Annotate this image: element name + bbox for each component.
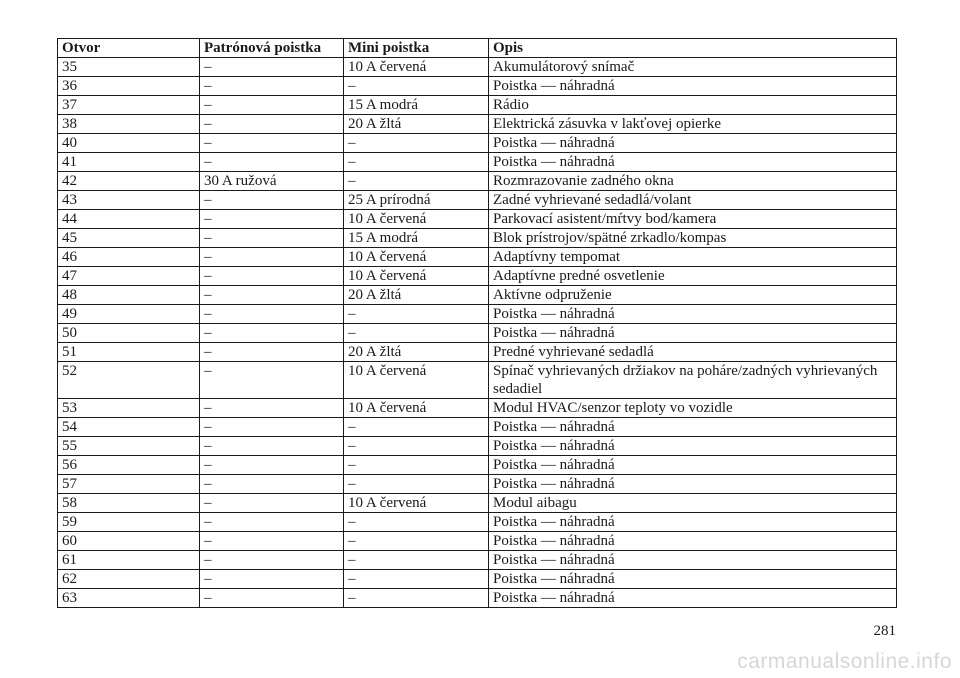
table-row <box>58 418 897 437</box>
header-patronova-poistka: Patrónová poistka <box>200 39 344 58</box>
table-row <box>58 532 897 551</box>
table-row <box>58 475 897 494</box>
cell-patronova-poistka: – <box>200 210 344 229</box>
cell-opis: Poistka — náhradná <box>489 456 897 475</box>
cell-patronova-poistka: – <box>200 418 344 437</box>
table-row <box>58 494 897 513</box>
cell-mini-poistka: – <box>344 153 489 172</box>
cell-patronova-poistka: – <box>200 58 344 77</box>
cell-otvor: 49 <box>58 305 200 324</box>
cell-otvor: 56 <box>58 456 200 475</box>
cell-otvor: 46 <box>58 248 200 267</box>
cell-otvor: 47 <box>58 267 200 286</box>
cell-mini-poistka: – <box>344 513 489 532</box>
cell-opis: Poistka — náhradná <box>489 153 897 172</box>
cell-otvor: 38 <box>58 115 200 134</box>
header-mini-poistka: Mini poistka <box>344 39 489 58</box>
cell-patronova-poistka: – <box>200 153 344 172</box>
table-row <box>58 248 897 267</box>
cell-otvor: 59 <box>58 513 200 532</box>
header-otvor: Otvor <box>58 39 200 58</box>
watermark: carmanualsonline.info <box>737 650 952 673</box>
cell-otvor: 60 <box>58 532 200 551</box>
cell-patronova-poistka: – <box>200 532 344 551</box>
cell-patronova-poistka: – <box>200 115 344 134</box>
cell-mini-poistka: 10 A červená <box>344 248 489 267</box>
header-opis: Opis <box>489 39 897 58</box>
cell-opis: Zadné vyhrievané sedadlá/volant <box>489 191 897 210</box>
cell-opis: Poistka — náhradná <box>489 324 897 343</box>
cell-patronova-poistka: – <box>200 96 344 115</box>
cell-mini-poistka: 20 A žltá <box>344 286 489 305</box>
cell-opis: Modul HVAC/senzor teploty vo vozidle <box>489 399 897 418</box>
table-row <box>58 191 897 210</box>
cell-otvor: 45 <box>58 229 200 248</box>
table-row <box>58 589 897 608</box>
cell-otvor: 35 <box>58 58 200 77</box>
cell-opis: Adaptívny tempomat <box>489 248 897 267</box>
table-row <box>58 134 897 153</box>
table-row <box>58 513 897 532</box>
table-row <box>58 115 897 134</box>
cell-opis: Aktívne odpruženie <box>489 286 897 305</box>
cell-mini-poistka: – <box>344 570 489 589</box>
table-row <box>58 570 897 589</box>
cell-otvor: 63 <box>58 589 200 608</box>
cell-opis: Blok prístrojov/spätné zrkadlo/kompas <box>489 229 897 248</box>
cell-opis: Predné vyhrievané sedadlá <box>489 343 897 362</box>
cell-mini-poistka: 15 A modrá <box>344 96 489 115</box>
table-row <box>58 229 897 248</box>
cell-patronova-poistka: – <box>200 286 344 305</box>
cell-opis: Poistka — náhradná <box>489 437 897 456</box>
cell-patronova-poistka: – <box>200 456 344 475</box>
cell-mini-poistka: – <box>344 437 489 456</box>
cell-opis: Spínač vyhrievaných držiakov na poháre/zadných vyhrievaných sedadiel <box>489 362 897 399</box>
cell-opis: Poistka — náhradná <box>489 134 897 153</box>
cell-opis: Poistka — náhradná <box>489 570 897 589</box>
cell-mini-poistka: 20 A žltá <box>344 115 489 134</box>
table-row <box>58 362 897 399</box>
cell-otvor: 50 <box>58 324 200 343</box>
table-row <box>58 437 897 456</box>
table-row <box>58 172 897 191</box>
cell-mini-poistka: 10 A červená <box>344 267 489 286</box>
table-row <box>58 210 897 229</box>
cell-patronova-poistka: – <box>200 305 344 324</box>
cell-opis: Modul aibagu <box>489 494 897 513</box>
cell-otvor: 36 <box>58 77 200 96</box>
cell-patronova-poistka: – <box>200 229 344 248</box>
cell-mini-poistka: – <box>344 77 489 96</box>
cell-mini-poistka: – <box>344 456 489 475</box>
cell-otvor: 55 <box>58 437 200 456</box>
table-row <box>58 267 897 286</box>
cell-opis: Adaptívne predné osvetlenie <box>489 267 897 286</box>
cell-otvor: 62 <box>58 570 200 589</box>
cell-mini-poistka: 10 A červená <box>344 494 489 513</box>
table-row <box>58 153 897 172</box>
cell-otvor: 51 <box>58 343 200 362</box>
cell-mini-poistka: – <box>344 475 489 494</box>
cell-opis: Elektrická zásuvka v lakťovej opierke <box>489 115 897 134</box>
cell-opis: Poistka — náhradná <box>489 551 897 570</box>
cell-otvor: 48 <box>58 286 200 305</box>
table-row <box>58 305 897 324</box>
cell-patronova-poistka: – <box>200 570 344 589</box>
cell-mini-poistka: – <box>344 589 489 608</box>
cell-opis: Poistka — náhradná <box>489 305 897 324</box>
table-row <box>58 456 897 475</box>
cell-mini-poistka: 20 A žltá <box>344 343 489 362</box>
cell-patronova-poistka: – <box>200 324 344 343</box>
cell-otvor: 61 <box>58 551 200 570</box>
table-body <box>58 58 897 608</box>
table-header-row <box>58 39 897 58</box>
cell-opis: Poistka — náhradná <box>489 418 897 437</box>
table-row <box>58 399 897 418</box>
table-row <box>58 286 897 305</box>
cell-patronova-poistka: – <box>200 399 344 418</box>
cell-opis: Poistka — náhradná <box>489 532 897 551</box>
cell-mini-poistka: 10 A červená <box>344 210 489 229</box>
cell-patronova-poistka: – <box>200 134 344 153</box>
cell-patronova-poistka: – <box>200 77 344 96</box>
cell-otvor: 58 <box>58 494 200 513</box>
cell-patronova-poistka: – <box>200 513 344 532</box>
cell-otvor: 43 <box>58 191 200 210</box>
cell-otvor: 53 <box>58 399 200 418</box>
cell-otvor: 41 <box>58 153 200 172</box>
cell-opis: Poistka — náhradná <box>489 589 897 608</box>
cell-otvor: 57 <box>58 475 200 494</box>
page-number: 281 <box>873 623 896 639</box>
table-row <box>58 551 897 570</box>
cell-mini-poistka: 10 A červená <box>344 399 489 418</box>
cell-patronova-poistka: – <box>200 589 344 608</box>
table-row <box>58 96 897 115</box>
cell-otvor: 52 <box>58 362 200 399</box>
cell-mini-poistka: 25 A prírodná <box>344 191 489 210</box>
table-row <box>58 77 897 96</box>
cell-patronova-poistka: – <box>200 191 344 210</box>
fuse-table <box>57 38 897 608</box>
cell-mini-poistka: – <box>344 324 489 343</box>
cell-patronova-poistka: – <box>200 475 344 494</box>
cell-opis: Rádio <box>489 96 897 115</box>
cell-mini-poistka: – <box>344 305 489 324</box>
cell-mini-poistka: – <box>344 418 489 437</box>
cell-patronova-poistka: – <box>200 362 344 399</box>
cell-otvor: 37 <box>58 96 200 115</box>
cell-patronova-poistka: – <box>200 248 344 267</box>
cell-mini-poistka: – <box>344 551 489 570</box>
cell-opis: Poistka — náhradná <box>489 513 897 532</box>
cell-opis: Parkovací asistent/mŕtvy bod/kamera <box>489 210 897 229</box>
cell-patronova-poistka: – <box>200 437 344 456</box>
table-row <box>58 324 897 343</box>
cell-patronova-poistka: – <box>200 343 344 362</box>
cell-patronova-poistka: 30 A ružová <box>200 172 344 191</box>
cell-otvor: 44 <box>58 210 200 229</box>
cell-otvor: 54 <box>58 418 200 437</box>
cell-mini-poistka: 10 A červená <box>344 362 489 399</box>
cell-mini-poistka: – <box>344 172 489 191</box>
cell-otvor: 40 <box>58 134 200 153</box>
cell-opis: Rozmrazovanie zadného okna <box>489 172 897 191</box>
cell-mini-poistka: – <box>344 532 489 551</box>
cell-patronova-poistka: – <box>200 494 344 513</box>
cell-mini-poistka: 15 A modrá <box>344 229 489 248</box>
cell-mini-poistka: – <box>344 134 489 153</box>
cell-patronova-poistka: – <box>200 267 344 286</box>
cell-opis: Poistka — náhradná <box>489 475 897 494</box>
cell-opis: Poistka — náhradná <box>489 77 897 96</box>
cell-mini-poistka: 10 A červená <box>344 58 489 77</box>
table-row <box>58 343 897 362</box>
cell-opis: Akumulátorový snímač <box>489 58 897 77</box>
table-row <box>58 58 897 77</box>
cell-otvor: 42 <box>58 172 200 191</box>
cell-patronova-poistka: – <box>200 551 344 570</box>
